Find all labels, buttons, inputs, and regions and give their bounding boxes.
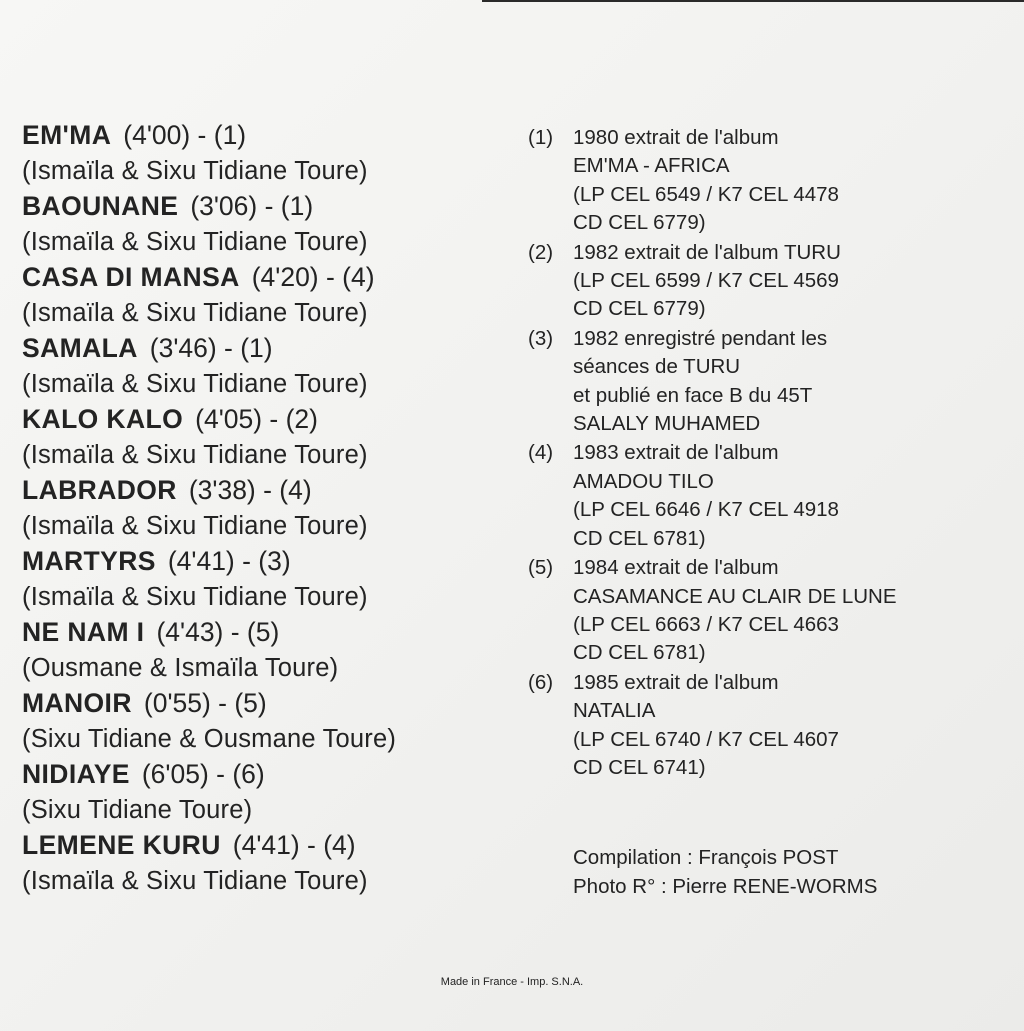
note-line: NATALIA [573, 699, 656, 723]
track-title: SAMALA [22, 333, 138, 363]
track-title: CASA DI MANSA [22, 262, 240, 292]
track-title: LEMENE KURU [22, 830, 221, 860]
track-item [22, 757, 512, 828]
note-line: 1982 enregistré pendant les [573, 326, 828, 350]
note-item [528, 239, 1018, 324]
track-credits: (Ismaïla & Sixu Tidiane Toure) [22, 369, 368, 398]
track-title: MARTYRS [22, 546, 156, 576]
note-number: (6) [528, 670, 554, 694]
track-duration: (4'43) - (5) [156, 617, 280, 647]
note-line: SALALY MUHAMED [573, 412, 761, 436]
track-item [22, 473, 512, 544]
track-duration: (4'05) - (2) [195, 404, 318, 434]
compilation-credit: Compilation : François POST [573, 846, 839, 869]
track-credits: (Sixu Tidiane Toure) [22, 795, 253, 824]
track-credits: (Ismaïla & Sixu Tidiane Toure) [22, 440, 368, 469]
track-credits: (Ismaïla & Sixu Tidiane Toure) [22, 227, 368, 256]
track-item [22, 544, 512, 615]
track-credits: (Ismaïla & Sixu Tidiane Toure) [22, 582, 368, 611]
track-duration: (6'05) - (6) [141, 759, 265, 789]
track-duration: (3'46) - (1) [149, 333, 273, 363]
track-duration: (3'38) - (4) [188, 475, 312, 505]
note-line: EM'MA - AFRICA [573, 154, 730, 178]
track-title: NIDIAYE [22, 759, 130, 789]
track-item [22, 118, 512, 189]
track-duration: (4'41) - (3) [167, 546, 291, 576]
note-line: (LP CEL 6646 / K7 CEL 4918 [573, 498, 839, 522]
note-line: CD CEL 6781) [573, 641, 706, 665]
track-title: NE NAM I [22, 617, 145, 647]
track-item [22, 260, 512, 331]
note-item [528, 124, 1018, 238]
track-title: LABRADOR [22, 475, 177, 505]
production-credits [573, 843, 877, 901]
note-line: 1984 extrait de l'album [573, 556, 779, 580]
footer-imprint [0, 976, 1024, 988]
track-title: MANOIR [22, 688, 132, 718]
note-number: (5) [528, 556, 554, 580]
photo-credit: Photo R° : Pierre RENE-WORMS [573, 875, 878, 898]
track-item [22, 331, 512, 402]
track-title: BAOUNANE [22, 191, 179, 221]
track-credits: (Ismaïla & Sixu Tidiane Toure) [22, 866, 368, 895]
track-duration: (4'20) - (4) [251, 262, 375, 292]
note-line: (LP CEL 6599 / K7 CEL 4569 [573, 269, 839, 293]
note-line: 1985 extrait de l'album [573, 670, 779, 694]
track-item [22, 189, 512, 260]
track-title: EM'MA [22, 120, 112, 150]
note-line: 1983 extrait de l'album [573, 441, 779, 465]
note-line: (LP CEL 6549 / K7 CEL 4478 [573, 182, 839, 206]
note-line: 1980 extrait de l'album [573, 126, 779, 149]
note-number: (4) [528, 441, 554, 465]
note-line: et publié en face B du 45T [573, 383, 813, 407]
track-item [22, 828, 512, 899]
track-credits: (Sixu Tidiane & Ousmane Toure) [22, 724, 397, 753]
note-line: (LP CEL 6663 / K7 CEL 4663 [573, 612, 839, 636]
track-list [22, 118, 512, 899]
note-item [528, 325, 1018, 439]
note-line: AMADOU TILO [573, 469, 714, 493]
track-credits: (Ismaïla & Sixu Tidiane Toure) [22, 156, 368, 185]
note-line: 1982 extrait de l'album TURU [573, 240, 841, 264]
track-title: KALO KALO [22, 404, 184, 434]
note-number: (1) [528, 126, 554, 149]
note-line: séances de TURU [573, 355, 741, 379]
note-item [528, 669, 1018, 783]
track-credits: (Ousmane & Ismaïla Toure) [22, 653, 339, 682]
note-line: (LP CEL 6740 / K7 CEL 4607 [573, 727, 839, 751]
track-item [22, 686, 512, 757]
track-duration: (3'06) - (1) [190, 191, 314, 221]
note-line: CD CEL 6741) [573, 755, 706, 779]
track-credits: (Ismaïla & Sixu Tidiane Toure) [22, 298, 368, 327]
track-item [22, 615, 512, 686]
note-line: CD CEL 6781) [573, 526, 706, 550]
note-line: CD CEL 6779) [573, 211, 706, 235]
track-duration: (0'55) - (5) [143, 688, 267, 718]
note-item [528, 439, 1018, 553]
imprint-text: Made in France - Imp. S.N.A. [440, 976, 584, 988]
track-duration: (4'00) - (1) [123, 120, 247, 150]
top-rule [482, 0, 1024, 2]
track-duration: (4'41) - (4) [232, 830, 356, 860]
note-number: (2) [528, 240, 554, 264]
note-item [528, 554, 1018, 668]
note-line: CASAMANCE AU CLAIR DE LUNE [573, 584, 897, 608]
track-credits: (Ismaïla & Sixu Tidiane Toure) [22, 511, 368, 540]
album-notes [528, 124, 1018, 783]
note-line: CD CEL 6779) [573, 297, 706, 321]
note-number: (3) [528, 326, 554, 350]
track-item [22, 402, 512, 473]
